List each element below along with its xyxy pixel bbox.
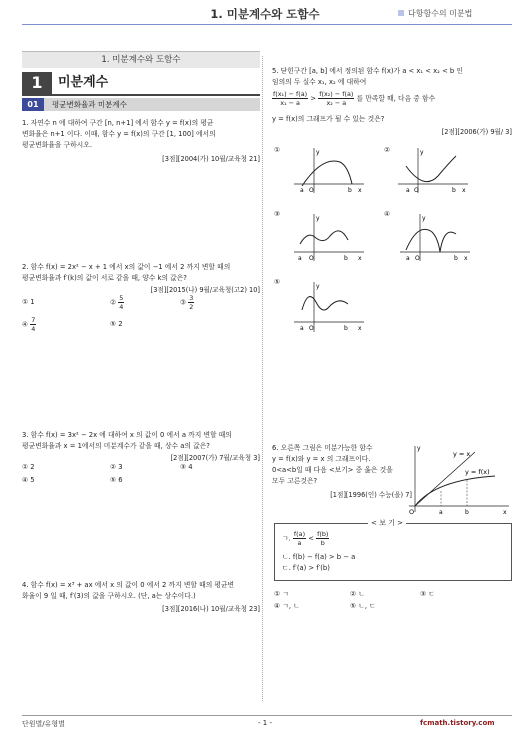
bogi-label: < 보 기 > <box>368 518 406 528</box>
column-divider <box>262 56 263 701</box>
question-1-source: [3점][2004(가) 10월/교육청 21] <box>162 155 260 163</box>
question-4-source: [3점][2016(나) 10월/교육청 23] <box>162 605 260 613</box>
q3-option-4[interactable]: ④ 5 <box>22 476 35 484</box>
q3-option-2[interactable]: ② 3 <box>110 463 123 471</box>
q6-graph <box>405 442 511 516</box>
q6-option-1[interactable]: ① ㄱ <box>274 590 289 598</box>
q6-option-5[interactable]: ⑤ ㄴ, ㄷ <box>350 602 376 610</box>
svg-text:x: x <box>358 255 362 262</box>
question-3: 3. 함수 f(x) = 3x² − 2x 에 대하여 x 의 값이 0 에서 a 까지 변할 때의 평균변화율과 x = 1에서의 미분계수가 같을 때, 상수 a의 값은? <box>22 431 232 450</box>
svg-text:b: b <box>465 509 469 516</box>
svg-text:y: y <box>420 149 424 156</box>
question-2-source: [3점][2015(나) 9월/교육청(고2) 10] <box>150 286 260 294</box>
svg-text:y: y <box>422 215 426 222</box>
question-4: 4. 함수 f(x) = x³ + ax 에서 x 의 값이 0 에서 2 까지 변할 때의 평균변 화율이 9 일 때, f′(3)의 값을 구하시오. (단, a는 상수이다.) <box>22 581 235 600</box>
footer-divider <box>22 715 512 716</box>
q5-option-3[interactable]: ③ <box>274 210 281 218</box>
svg-text:b: b <box>348 187 352 194</box>
svg-text:O: O <box>414 187 419 194</box>
question-6: 6. 오른쪽 그림은 미분가능한 함수 y = f(x)와 y = x 의 그래프이다. 0<a<b일 때 다음 <보기> 중 옳은 것을 모두 고른것은? <box>272 444 393 485</box>
section-head: 1. 미분계수와 도함수 <box>22 51 260 68</box>
site-link[interactable]: fcmath.tistory.com <box>420 719 495 727</box>
chapter-number: 1 <box>22 72 52 94</box>
svg-text:a: a <box>406 255 410 262</box>
svg-text:a: a <box>439 509 443 516</box>
question-5-condition: $\frac{\text{f(x₁) − f(a)}}{\text{x₁ − a}}$ > $\frac{\text{f(x₂) − f(a)}}{\text{x₂ − a}}$ 를 만족할 때, 다음 중 함수 <box>273 90 436 107</box>
svg-text:a: a <box>406 187 410 194</box>
question-5-source: [2점][2006(가) 9월/ 3] <box>441 128 512 136</box>
q5-option-1[interactable]: ① <box>274 146 281 154</box>
q5-graph-3 <box>292 212 366 264</box>
svg-text:a: a <box>300 325 304 332</box>
svg-text:y = x: y = x <box>453 450 471 458</box>
q5-graph-5 <box>292 280 366 334</box>
q2-option-4[interactable]: ④ $\frac{7}{4}$ <box>22 316 36 333</box>
subsection-title: 평균변화율과 미분계수 <box>44 98 260 111</box>
svg-text:y = f(x): y = f(x) <box>465 468 490 476</box>
chapter-title: 미분계수 <box>58 75 109 90</box>
q2-option-3[interactable]: ③ $\frac{3}{2}$ <box>180 294 194 311</box>
bogi-item-1: ㄱ. $\frac{f(a)}{a}$ < $\frac{f(b)}{b}$ <box>282 530 329 547</box>
svg-text:a: a <box>298 255 302 262</box>
svg-text:O: O <box>309 187 314 194</box>
chapter-divider <box>22 94 260 96</box>
q5-option-4[interactable]: ④ <box>384 210 391 218</box>
svg-text:x: x <box>503 509 507 516</box>
svg-text:x: x <box>464 255 468 262</box>
header-divider <box>22 24 512 25</box>
page-header-title: 1. 미분계수와 도함수 <box>210 7 320 21</box>
footer-category: 단원별/유형별 <box>22 720 65 728</box>
question-5: 5. 닫힌구간 [a, b] 에서 정의된 함수 f(x)가 a < x₁ < x₂ < b 인 임의의 두 실수 x₁, x₂ 에 대하여 <box>272 67 463 86</box>
page-number: - 1 - <box>258 719 272 727</box>
svg-text:b: b <box>344 325 348 332</box>
q5-graph-2 <box>396 146 470 196</box>
header-unit-label: 다항함수의 미분법 <box>398 8 472 19</box>
q3-option-3[interactable]: ③ 4 <box>180 463 193 471</box>
svg-text:O: O <box>309 325 314 332</box>
svg-text:O: O <box>415 255 420 262</box>
square-icon <box>398 10 404 16</box>
svg-text:O: O <box>309 255 314 262</box>
q2-option-1[interactable]: ① 1 <box>22 298 35 306</box>
svg-text:x: x <box>358 187 362 194</box>
bogi-item-3: ㄷ. f′(a) > f′(b) <box>282 564 330 572</box>
q2-option-2[interactable]: ② $\frac{5}{4}$ <box>110 294 124 311</box>
svg-text:b: b <box>344 255 348 262</box>
question-5-line4: y = f(x)의 그래프가 될 수 있는 것은? <box>272 115 385 123</box>
svg-text:y: y <box>417 445 421 452</box>
question-2: 2. 함수 f(x) = 2x² − x + 1 에서 x의 값이 −1 에서 2 까지 변할 때의 평균변화율과 f′(k)의 값이 서로 같을 때, 양수 k의 값은? <box>22 263 231 282</box>
svg-text:x: x <box>462 187 466 194</box>
q5-graph-1 <box>292 146 366 196</box>
q2-option-5[interactable]: ⑤ 2 <box>110 320 123 328</box>
q6-option-3[interactable]: ③ ㄷ <box>420 590 435 598</box>
question-6-source: [1점][1996(인) 수능(을) 7] <box>330 491 412 499</box>
question-1: 1. 자연수 n 에 대하여 구간 [n, n+1] 에서 함수 y = f(x)의 평균 변화율은 n+1 이다. 이때, 함수 y = f(x)의 구간 [1, 100] 에서의 평균변화율을 구하시오. <box>22 119 216 149</box>
svg-text:y: y <box>316 149 320 156</box>
svg-text:O: O <box>409 508 415 516</box>
q3-option-5[interactable]: ⑤ 6 <box>110 476 123 484</box>
svg-text:a: a <box>300 187 304 194</box>
q5-option-5[interactable]: ⑤ <box>274 278 281 286</box>
q3-option-1[interactable]: ① 2 <box>22 463 35 471</box>
q5-graph-4 <box>398 212 472 264</box>
svg-text:y: y <box>316 215 320 222</box>
svg-text:y: y <box>316 283 320 290</box>
svg-text:b: b <box>454 255 458 262</box>
subsection-number: 01 <box>22 98 44 111</box>
q6-option-2[interactable]: ② ㄴ <box>350 590 365 598</box>
svg-text:x: x <box>358 325 362 332</box>
q5-option-2[interactable]: ② <box>384 146 391 154</box>
svg-text:b: b <box>452 187 456 194</box>
bogi-item-2: ㄴ. f(b) − f(a) > b − a <box>282 553 356 561</box>
q6-option-4[interactable]: ④ ㄱ, ㄴ <box>274 602 300 610</box>
question-3-source: [2점][2007(가) 7월/교육청 3] <box>170 454 260 462</box>
